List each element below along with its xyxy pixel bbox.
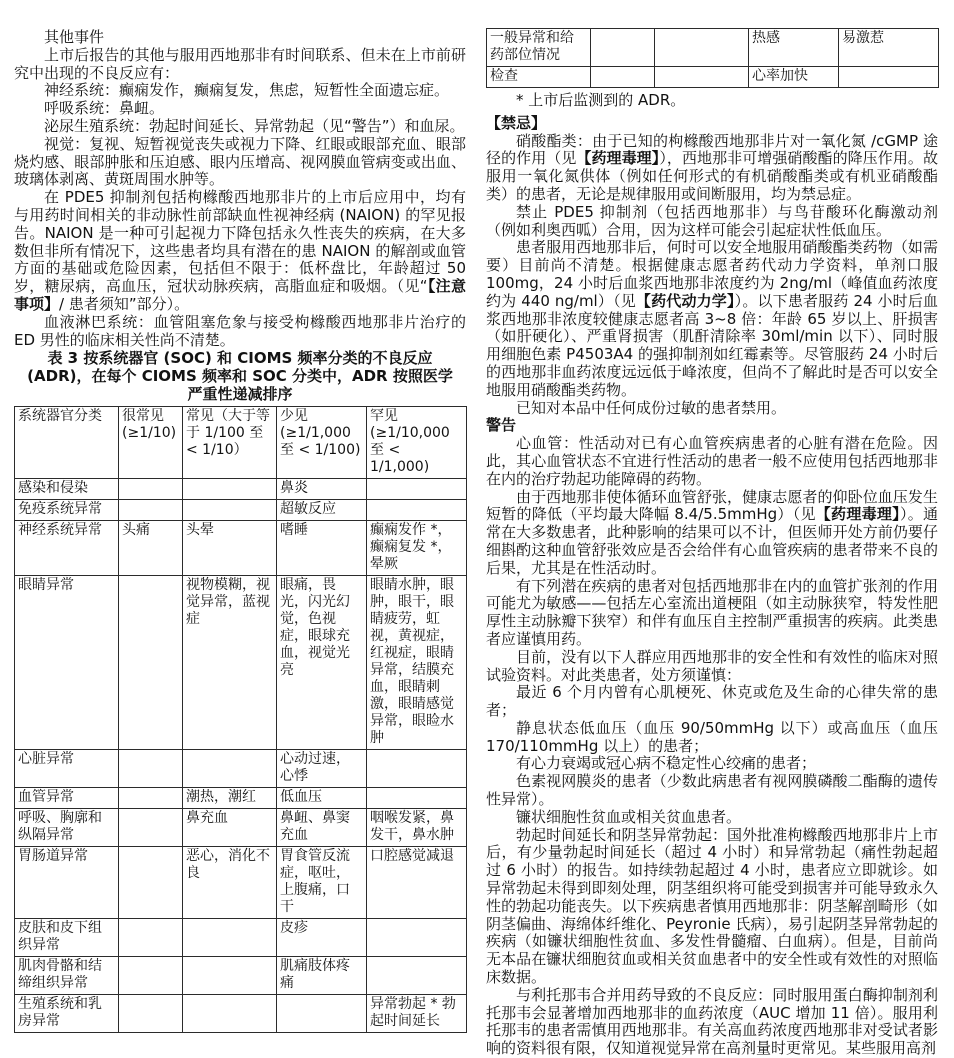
table-cell: 鼻衄、鼻窦充血 [277,808,367,846]
table-cell [119,575,183,749]
paragraph-hemolymphatic: 血液淋巴系统：血管阻塞危象与接受枸橼酸西地那非片治疗的 ED 男性的临床相关性尚不清楚。 [14,312,466,349]
table-cell [367,956,467,994]
table-row-vascular [15,787,467,808]
header-soc: 系统器官分类 [15,406,119,478]
table-cell [655,67,749,88]
table-cell: 心率加快 [749,67,839,88]
table-cell: 眼痛，畏光，闪光幻觉，色视症，眼球充血，视觉光亮 [277,575,367,749]
table-cell: 免疫系统异常 [15,499,119,520]
table-cell [183,478,277,499]
table-cell [183,994,277,1032]
table-cell [183,499,277,520]
table-cell [119,956,183,994]
list-item-sickle-cell: 镰状细胞性贫血或相关贫血患者。 [516,807,742,826]
table-row-general-admin-site [487,29,939,67]
table-cell [183,918,277,956]
table-cell [119,749,183,787]
table-cell [591,67,655,88]
table-cell: 感染和侵染 [15,478,119,499]
table-cell: 潮热，潮红 [183,787,277,808]
list-item-recent-mi: 最近 6 个月内曾有心肌梗死、休克或危及生命的心律失常的患者； [486,683,938,720]
table-cell [183,956,277,994]
table-row-reproductive [15,994,467,1032]
table-cell: 心动过速，心悸 [277,749,367,787]
table-cell [119,478,183,499]
paragraph-no-trial-data-intro: 目前，没有以下人群应用西地那非的安全性和有效性的临床对照试验资料。对此类患者，处方须谨慎： [486,647,938,684]
table-cell: 咽喉发紧，鼻发干，鼻水肿 [367,808,467,846]
table-cell: 检查 [487,67,591,88]
paragraph-priapism: 勃起时间延长和阴茎异常勃起：国外批准枸橼酸西地那非片上市后，有少量勃起时间延长（超过 4 小时）和异常勃起（痛性勃起超过 6 小时）的报告。如持续勃起超过 4 小时，患者应立即就诊。如异常勃起未得到即刻处理，阴茎组织将可能受到损害并可能导致永久性的勃起功能丧失。以下疾病患者慎用西地那非：阴茎解剖畸形（如阴茎偏曲、海绵体纤维化、Peyronie 氏病），易引起阴茎异常勃起的疾病（如镰状细胞性贫血、多发性骨髓瘤、白血病）。但是，目前尚无本品在镰状细胞贫血或相关贫血患者中的安全性或有效性的对照临床数据。 [486,825,938,987]
table-row-infections [15,478,467,499]
adr-table [14,406,467,1033]
table-row-musculoskeletal [15,956,467,994]
section-heading-warnings: 警告 [486,416,517,435]
table-footnote: * 上市后监测到的 ADR。 [516,91,686,109]
paragraph-other-events-heading: 其他事件 [44,28,105,46]
right-column [486,28,938,1058]
table-cell: 鼻充血 [183,808,277,846]
table-cell: 肌痛肢体疼痛 [277,956,367,994]
table-cell: 胃肠道异常 [15,846,119,918]
table-row-investigations [487,67,939,88]
paragraph-ritonavir: 与利托那韦合并用药导致的不良反应：同时服用蛋白酶抑制剂利托那韦会显著增加西地那非的血药浓度（AUC 增加 11 倍）。服用利托那韦的患者需慎用西地那非。有关高血药浓度西地那非对受试者影响的资料很有限，仅知道视觉异常在高剂量时更常见。某些服用高剂 [486,985,938,1058]
list-item-blood-pressure: 静息状态低血压（血压 90/50mmHg 以下）或高血压（血压 170/110mmHg 以上）的患者； [486,718,938,755]
table-cell [839,67,939,88]
table-cell: 头晕 [183,520,277,575]
table-cell: 肌肉骨骼和结缔组织异常 [15,956,119,994]
table-cell: 易激惹 [839,29,939,67]
table-row-respiratory [15,808,467,846]
table-cell [119,787,183,808]
table-cell [277,994,367,1032]
adr-table-continued [486,28,939,88]
table-cell [591,29,655,67]
table-cell [367,499,467,520]
paragraph-nervous-system: 神经系统：癫痫发作，癫痫复发，焦虑，短暂性全面遗忘症。 [44,81,450,100]
table-cell [367,749,467,787]
table-cell [183,749,277,787]
paragraph-nitrates: 硝酸酯类：由于已知的枸橼酸西地那非片对一氧化氮 /cGMP 途径的作用（见【药理毒理】），西地那非可增强硝酸酯的降压作用。故服用一氧化氮供体（例如任何形式的有机硝酸酯类或有机亚硝酸酯类）的患者，无论是规律服用或间断服用，均为禁忌症。 [486,131,938,203]
section-heading-contraindications: 【禁忌】 [486,113,547,132]
table-cell: 生殖系统和乳房异常 [15,994,119,1032]
table-cell: 血管异常 [15,787,119,808]
table-cell [119,499,183,520]
table-cell: 低血压 [277,787,367,808]
left-column [14,29,466,1033]
table-cell: 眼睛异常 [15,575,119,749]
table-row-eye [15,575,467,749]
paragraph-naion: 在 PDE5 抑制剂包括枸橼酸西地那非片的上市后应用中，均有与用药时间相关的非动脉性前部缺血性视神经病 (NAION) 的罕见报告。NAION 是一种可引起视力下降包括永久性丧失的疾病，在大多数但非所有情况下，这些患者均具有潜在的患 NAION 的解剖或血管方面的基础或危险因素，包括但不限于：低杯盘比，年龄超过 50 岁，糖尿病，高血压，冠状动脉疾病，高脂血症和吸烟。（见“【注意事项】/ 患者须知”部分）。 [14,188,466,313]
paragraph-nitrate-timing: 患者服用西地那非后，何时可以安全地服用硝酸酯类药物（如需要）目前尚不清楚。根据健康志愿者药代动力学资料，单剂口服 100mg，24 小时后血浆西地那非浓度约为 2ng/ml（峰值血药浓度约为 440 ng/ml）（见【药代动力学】）。以下患者服药 24 小时后血浆西地那非浓度较健康志愿者高 3~8 倍：年龄 65 岁以上、肝损害（如肝硬化）、严重肾损害（肌酐清除率 30ml/min 以下）、同时服用细胞色素 P4503A4 的强抑制剂如红霉素等。尽管服药 24 小时后的西地那非血药浓度远远低于峰浓度，但尚不了解此时是否可以安全地服用硝酸酯类药物。 [486,238,939,399]
table-cell: 一般异常和给药部位情况 [487,29,591,67]
paragraph-vision: 视觉：复视、短暂视觉丧失或视力下降、红眼或眼部充血、眼部烧灼感、眼部肿胀和压迫感、眼内压增高、视网膜血管病变或出血、玻璃体剥离、黄斑周围水肿等。 [14,134,466,189]
table-cell: 癫痫发作 *，癫痫复发 *，晕厥 [367,520,467,575]
table-cell: 嗜睡 [277,520,367,575]
table-cell: 恶心，消化不良 [183,846,277,918]
table-cell [367,478,467,499]
list-item-heart-failure: 有心力衰竭或冠心病不稳定性心绞痛的患者； [516,754,817,773]
table-row-skin [15,918,467,956]
paragraph-urogenital-system: 泌尿生殖系统：勃起时间延长、异常勃起（见“警告”）和血尿。 [44,116,465,135]
paragraph-postmarket-intro: 上市后报告的其他与服用西地那非有时间联系、但未在上市前研究中出现的不良反应有： [14,45,466,82]
table-row-nervous [15,520,467,575]
header-common: 常见（大于等于 1/100 至 < 1/10） [183,406,277,478]
table-cell: 皮疹 [277,918,367,956]
table-cell: 视物模糊，视觉异常，蓝视症 [183,575,277,749]
table-cell [119,918,183,956]
table-cell [655,29,749,67]
paragraph-cardiovascular-risk: 心血管：性活动对已有心血管疾病患者的心脏有潜在危险。因此，其心血管状态不宜进行性活动的患者一般不应使用包括西地那非在内的治疗勃起功能障碍的药物。 [486,434,938,488]
table-row-gastrointestinal [15,846,467,918]
table-cell: 头痛 [119,520,183,575]
paragraph-hypersensitivity: 已知对本品中任何成份过敏的患者禁用。 [516,398,787,417]
table-cell [367,918,467,956]
table-cell: 异常勃起 * 勃起时间延长 [367,994,467,1032]
header-very-common: 很常见 (≥1/10) [119,406,183,478]
table-cell: 心脏异常 [15,749,119,787]
table-cell [119,846,183,918]
table-cell: 热感 [749,29,839,67]
header-rare: 罕见 (≥1/10,000 至 < 1/1,000) [367,406,467,478]
paragraph-pde5-gc-stimulator: 禁止 PDE5 抑制剂（包括西地那非）与鸟苷酸环化酶激动剂（例如利奥西呱）合用，因为这样可能会引起症状性低血压。 [486,202,938,239]
table-cell [367,787,467,808]
table-row-immune [15,499,467,520]
table-row-cardiac [15,749,467,787]
table3-title: 表 3 按系统器官 (SOC) 和 CIOMS 频率分类的不良反应 (ADR)，在每个 CIOMS 频率和 SOC 分类中，ADR 按照医学严重性递减排序 [27,349,453,403]
table-cell [119,808,183,846]
table-cell: 神经系统异常 [15,520,119,575]
table-cell: 口腔感觉减退 [367,846,467,918]
adr-table-header-row [15,406,467,478]
table-cell: 超敏反应 [277,499,367,520]
table-cell: 眼睛水肿，眼肿，眼干，眼睛疲劳，虹视，黄视症，红视症，眼睛异常，结膜充血，眼睛刺激，眼睛感觉异常，眼睑水肿 [367,575,467,749]
header-uncommon: 少见 (≥1/1,000 至 < 1/100) [277,406,367,478]
table-cell: 鼻炎 [277,478,367,499]
list-item-retinitis-pigmentosa: 色素视网膜炎的患者（少数此病患者有视网膜磷酸二酯酶的遗传性异常）。 [486,772,938,809]
table-cell [119,994,183,1032]
table-cell: 皮肤和皮下组织异常 [15,918,119,956]
paragraph-susceptible-conditions: 有下列潜在疾病的患者对包括西地那非在内的血管扩张剂的作用可能尤为敏感——包括左心室流出道梗阻（如主动脉狭窄，特发性肥厚性主动脉瓣下狭窄）和伴有血压自主控制严重损害的疾病。此类患者应谨慎用药。 [486,576,938,648]
table-cell: 胃食管反流症，呕吐，上腹痛，口干 [277,846,367,918]
table-cell: 呼吸、胸廓和纵隔异常 [15,808,119,846]
paragraph-vasodilation: 由于西地那非使体循环血管舒张，健康志愿者的仰卧位血压发生短暂的降低（平均最大降幅 8.4/5.5mmHg）（见【药理毒理】）。通常在大多数患者，此种影响的结果可以不计，但医师开处方前仍要仔细斟酌这种血管舒张效应是否会给伴有心血管疾病的患者带来不良的后果，尤其是在性活动时。 [486,487,938,577]
paragraph-respiratory-system: 呼吸系统：鼻衄。 [44,99,165,118]
